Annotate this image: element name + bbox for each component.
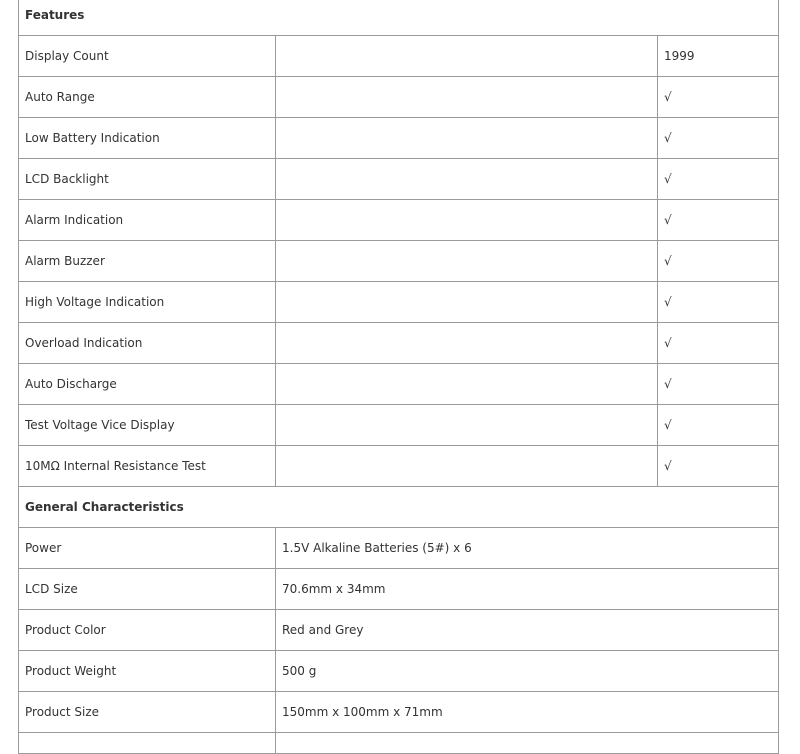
feature-label: Auto Discharge bbox=[19, 364, 276, 405]
feature-label: High Voltage Indication bbox=[19, 282, 276, 323]
feature-empty-cell bbox=[276, 405, 658, 446]
table-row bbox=[19, 282, 779, 323]
feature-label: Alarm Indication bbox=[19, 200, 276, 241]
feature-value: √ bbox=[658, 282, 779, 323]
feature-label: Low Battery Indication bbox=[19, 118, 276, 159]
characteristic-label: Product Size bbox=[19, 692, 276, 733]
feature-value: √ bbox=[658, 446, 779, 487]
feature-value: √ bbox=[658, 241, 779, 282]
feature-value: √ bbox=[658, 118, 779, 159]
feature-value: √ bbox=[658, 405, 779, 446]
table-row bbox=[19, 118, 779, 159]
feature-value: √ bbox=[658, 77, 779, 118]
feature-empty-cell bbox=[276, 323, 658, 364]
characteristic-label: Product Weight bbox=[19, 651, 276, 692]
table-row bbox=[19, 77, 779, 118]
characteristic-value: Red and Grey bbox=[276, 610, 779, 651]
feature-empty-cell bbox=[276, 118, 658, 159]
section-header-row bbox=[19, 0, 779, 36]
table-row bbox=[19, 692, 779, 733]
characteristic-value: 70.6mm x 34mm bbox=[276, 569, 779, 610]
feature-label: Alarm Buzzer bbox=[19, 241, 276, 282]
characteristic-value: 500 g bbox=[276, 651, 779, 692]
table-row bbox=[19, 405, 779, 446]
characteristic-value bbox=[276, 733, 779, 754]
characteristic-label: Power bbox=[19, 528, 276, 569]
table-row bbox=[19, 528, 779, 569]
feature-label: Test Voltage Vice Display bbox=[19, 405, 276, 446]
table-row bbox=[19, 610, 779, 651]
feature-empty-cell bbox=[276, 364, 658, 405]
feature-value: 1999 bbox=[658, 36, 779, 77]
feature-empty-cell bbox=[276, 159, 658, 200]
feature-label: LCD Backlight bbox=[19, 159, 276, 200]
feature-label: Auto Range bbox=[19, 77, 276, 118]
feature-value: √ bbox=[658, 323, 779, 364]
table-row bbox=[19, 200, 779, 241]
feature-value: √ bbox=[658, 364, 779, 405]
feature-label: Display Count bbox=[19, 36, 276, 77]
feature-empty-cell bbox=[276, 446, 658, 487]
characteristic-value: 1.5V Alkaline Batteries (5#) x 6 bbox=[276, 528, 779, 569]
feature-empty-cell bbox=[276, 241, 658, 282]
feature-value: √ bbox=[658, 200, 779, 241]
table-row bbox=[19, 323, 779, 364]
table-row bbox=[19, 36, 779, 77]
table-row bbox=[19, 569, 779, 610]
section-header-row bbox=[19, 487, 779, 528]
table-row bbox=[19, 159, 779, 200]
characteristic-label: Product Color bbox=[19, 610, 276, 651]
feature-label: 10MΩ Internal Resistance Test bbox=[19, 446, 276, 487]
features-heading: Features bbox=[19, 0, 779, 36]
spec-table bbox=[18, 0, 779, 754]
table-row bbox=[19, 733, 779, 754]
feature-empty-cell bbox=[276, 36, 658, 77]
characteristic-label: LCD Size bbox=[19, 569, 276, 610]
general-characteristics-heading: General Characteristics bbox=[19, 487, 779, 528]
characteristic-label bbox=[19, 733, 276, 754]
feature-empty-cell bbox=[276, 282, 658, 323]
feature-empty-cell bbox=[276, 200, 658, 241]
feature-empty-cell bbox=[276, 77, 658, 118]
characteristic-value: 150mm x 100mm x 71mm bbox=[276, 692, 779, 733]
table-row bbox=[19, 241, 779, 282]
table-row bbox=[19, 651, 779, 692]
table-row bbox=[19, 446, 779, 487]
feature-value: √ bbox=[658, 159, 779, 200]
feature-label: Overload Indication bbox=[19, 323, 276, 364]
table-row bbox=[19, 364, 779, 405]
